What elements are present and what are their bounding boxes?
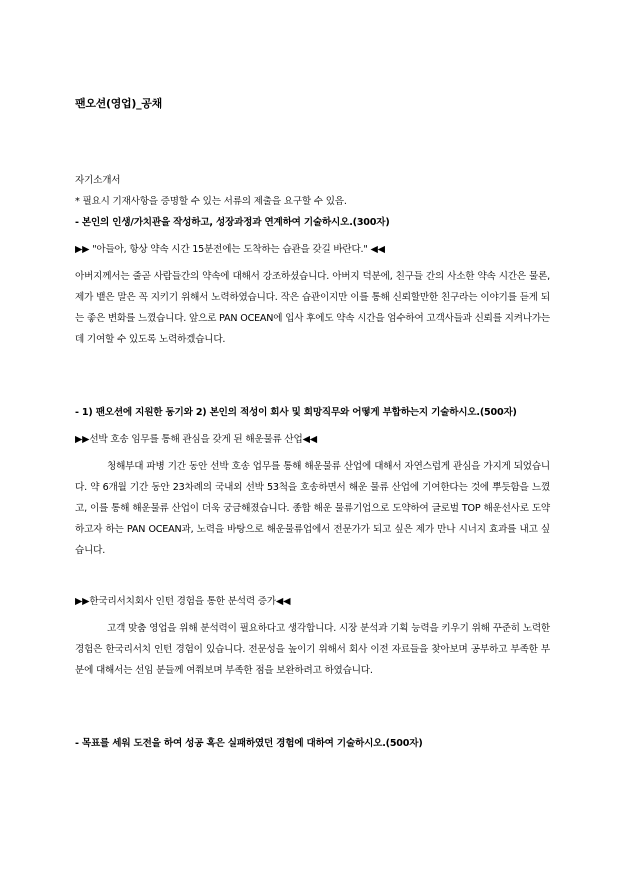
question-1: - 본인의 인생/가치관을 작성하고, 성장과정과 연계하여 기술하시오.(300자) [75, 217, 390, 228]
answer-2-headline-1: ▶▶선박 호송 임무를 통해 관심을 갖게 된 해운물류 산업◀◀ [75, 434, 317, 445]
question-2: - 1) 팬오션에 지원한 동기와 2) 본인의 적성이 회사 및 희망직무와 어떻게 부합하는지 기술하시오.(500자) [75, 407, 517, 418]
document-title: 팬오션(영업)_공채 [75, 97, 162, 110]
submission-note: * 필요시 기재사항을 증명할 수 있는 서류의 제출을 요구할 수 있음. [75, 196, 347, 207]
question-3: - 목표를 세워 도전을 하여 성공 혹은 실패하였던 경험에 대하여 기술하시오.(500자) [75, 738, 423, 749]
section-label: 자기소개서 [75, 175, 121, 186]
document-body [75, 170, 550, 754]
answer-2-body-1: 청해부대 파병 기간 동안 선박 호송 업무를 통해 해운물류 산업에 대해서 자연스럽게 관심을 가지게 되었습니다. 약 6개월 기간 동안 23차례의 국내외 선박 53척을 호송하면서 해운 물류 산업에 기여한다는 것에 뿌듯함을 느꼈고, 이를 통해 해운물류 산업이 더욱 궁금해졌습니다. 종합 해운 물류기업으로 도약하여 글로벌 TOP 해운선사로 도약하고자 하는 PAN OCEAN과, 노력을 바탕으로 해운물류업에서 전문가가 되고 싶은 제가 만나 시너지 효과를 내고 싶습니다. [75, 461, 550, 556]
answer-2-headline-2: ▶▶한국리서치회사 인턴 경험을 통한 분석력 증가◀◀ [75, 596, 291, 607]
answer-1-headline: ▶▶ "아들아, 항상 약속 시간 15분전에는 도착하는 습관을 갖길 바란다." ◀◀ [75, 244, 385, 255]
answer-2-body-2: 고객 맞춤 영업을 위해 분석력이 필요하다고 생각합니다. 시장 분석과 기획 능력을 키우기 위해 꾸준히 노력한 경험은 한국리서치 인턴 경험이 있습니다. 전문성을 높이기 위해서 회사 이전 자료들을 찾아보며 공부하고 부족한 부분에 대해서는 선임 분들께 여쭤보며 부족한 점을 보완하려고 하였습니다. [75, 623, 550, 676]
answer-1-body: 아버지께서는 줄곧 사람들간의 약속에 대해서 강조하셨습니다. 아버지 덕분에, 친구들 간의 사소한 약속 시간은 물론, 제가 뱉은 말은 꼭 지키기 위해서 노력하였습니다. 작은 습관이지만 이를 통해 신뢰할만한 친구라는 이야기를 듣게 되는 좋은 변화를 느꼈습니다. 앞으로 PAN OCEAN에 입사 후에도 약속 시간을 엄수하여 고객사들과 신뢰를 지켜나가는데 기여할 수 있도록 노력하겠습니다. [75, 271, 550, 345]
